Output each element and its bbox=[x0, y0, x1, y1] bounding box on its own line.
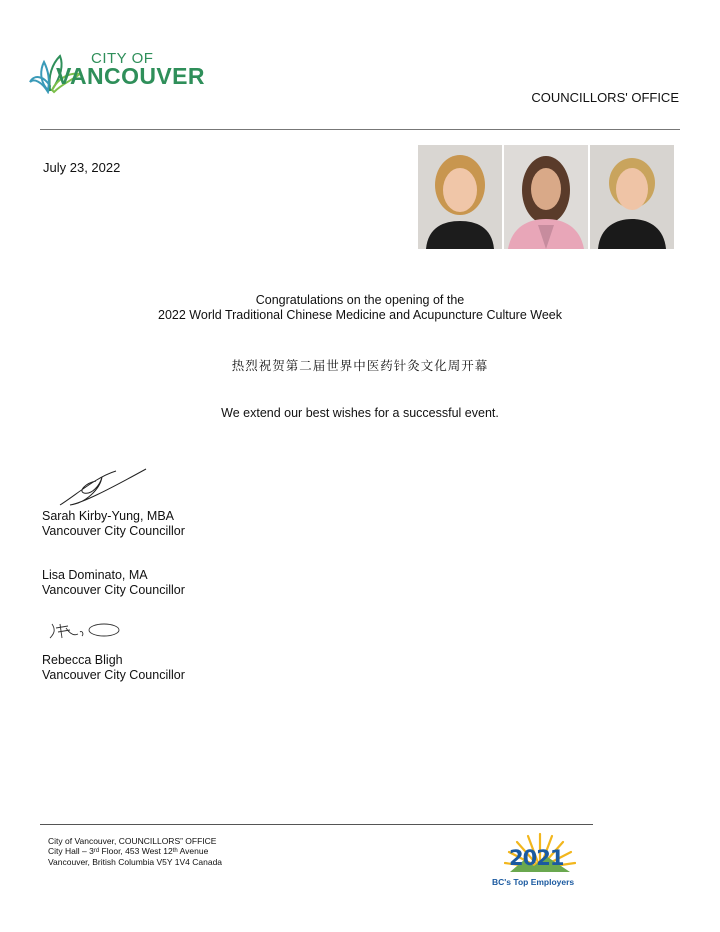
footer-address-part-1: City Hall – 3 bbox=[48, 846, 94, 856]
signatory-1-title: Vancouver City Councillor bbox=[42, 524, 185, 538]
logo-text-vancouver: VANCOUVER bbox=[56, 63, 205, 89]
footer-address-line bbox=[48, 846, 208, 857]
letter-date: July 23, 2022 bbox=[43, 160, 121, 175]
footer-address-sup-1: rd bbox=[93, 848, 100, 854]
congratulations-line-2: 2022 World Traditional Chinese Medicine and Acupuncture Culture Week bbox=[158, 308, 562, 322]
award-year: 2021 bbox=[509, 846, 564, 870]
signatory-3-title: Vancouver City Councillor bbox=[42, 668, 185, 682]
chinese-congratulations: 热烈祝贺第二届世界中医药针灸文化周开幕 bbox=[231, 359, 489, 373]
signature-1-handwriting bbox=[56, 467, 151, 509]
signatory-3-name: Rebecca Bligh bbox=[42, 653, 123, 667]
congratulations-line-1: Congratulations on the opening of the bbox=[255, 293, 465, 307]
councillor-photo-1 bbox=[418, 145, 502, 249]
signature-3-handwriting bbox=[48, 620, 123, 642]
footer-address-part-3: Avenue bbox=[177, 846, 209, 856]
city-of-vancouver-logo bbox=[28, 50, 205, 120]
signatory-2-title: Vancouver City Councillor bbox=[42, 583, 185, 597]
logo-text-city-of: CITY OF bbox=[91, 50, 154, 67]
footer-city-line: Vancouver, British Columbia V5Y 1V4 Canada bbox=[48, 857, 223, 867]
award-label: BC's Top Employers bbox=[492, 877, 575, 887]
header-divider bbox=[40, 129, 680, 130]
footer-address-part-2: Floor, 453 West 12 bbox=[99, 846, 173, 856]
signatory-2-name: Lisa Dominato, MA bbox=[42, 568, 148, 582]
footer-office-line: City of Vancouver, COUNCILLORS” OFFICE bbox=[48, 836, 217, 846]
footer-divider bbox=[40, 824, 593, 825]
councillors-office-heading: COUNCILLORS' OFFICE bbox=[531, 90, 679, 105]
councillor-photo-2 bbox=[504, 145, 588, 249]
councillor-photos bbox=[418, 145, 674, 249]
bc-top-employers-badge bbox=[490, 832, 590, 892]
signatory-1-name: Sarah Kirby-Yung, MBA bbox=[42, 509, 175, 523]
best-wishes-line: We extend our best wishes for a successful event. bbox=[221, 406, 499, 420]
councillor-photo-3 bbox=[590, 145, 674, 249]
footer-address-sup-2: th bbox=[172, 848, 178, 854]
